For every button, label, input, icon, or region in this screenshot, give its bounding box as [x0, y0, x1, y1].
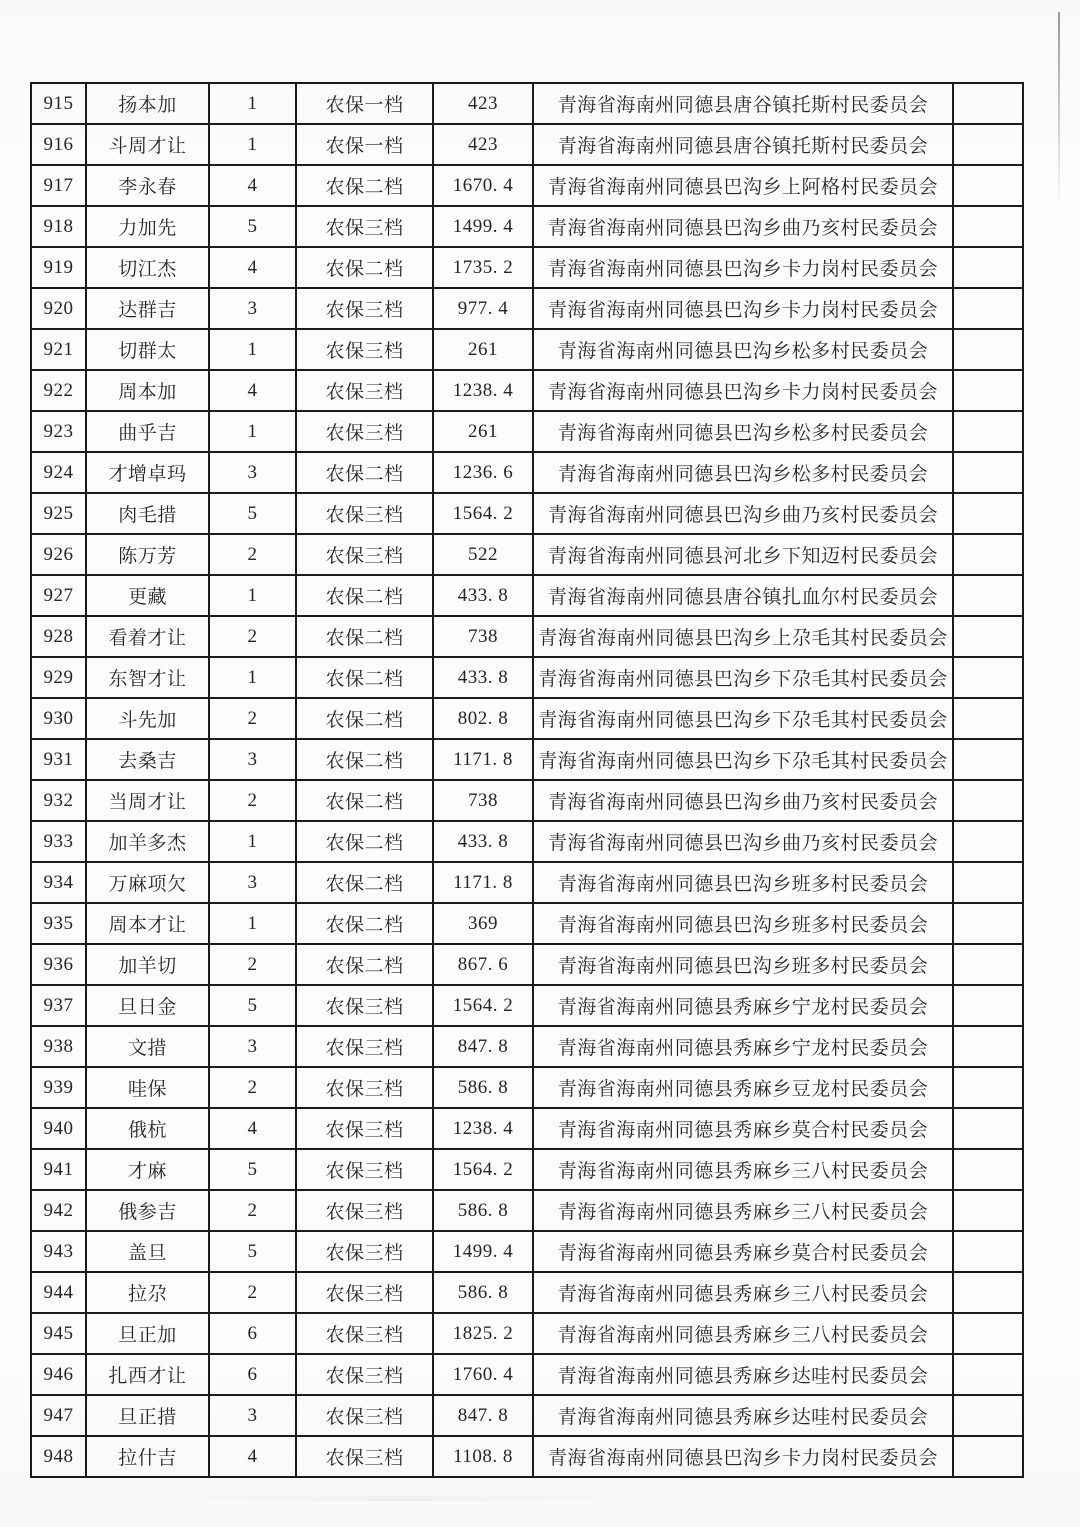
cell-amount: 977. 4: [433, 288, 533, 329]
cell-id: 945: [31, 1313, 86, 1354]
cell-name: 俄参吉: [86, 1190, 209, 1231]
cell-amount: 586. 8: [433, 1067, 533, 1108]
cell-id: 938: [31, 1026, 86, 1067]
cell-id: 922: [31, 370, 86, 411]
table-row: [31, 206, 1023, 247]
cell-tier: 农保三档: [296, 1067, 433, 1108]
cell-name: 曲乎吉: [86, 411, 209, 452]
cell-id: 916: [31, 124, 86, 165]
cell-count: 2: [209, 616, 296, 657]
cell-id: 920: [31, 288, 86, 329]
cell-blank: [953, 1190, 1023, 1231]
cell-name: 力加先: [86, 206, 209, 247]
cell-blank: [953, 534, 1023, 575]
cell-blank: [953, 165, 1023, 206]
cell-tier: 农保二档: [296, 903, 433, 944]
cell-count: 5: [209, 1149, 296, 1190]
table-row: [31, 370, 1023, 411]
cell-org: 青海省海南州同德县巴沟乡松多村民委员会: [533, 411, 953, 452]
cell-blank: [953, 1272, 1023, 1313]
table-row: [31, 247, 1023, 288]
cell-tier: 农保三档: [296, 493, 433, 534]
cell-blank: [953, 83, 1023, 124]
cell-count: 3: [209, 1395, 296, 1436]
cell-id: 924: [31, 452, 86, 493]
table-row: [31, 411, 1023, 452]
cell-blank: [953, 657, 1023, 698]
cell-count: 5: [209, 1231, 296, 1272]
table-row: [31, 575, 1023, 616]
cell-blank: [953, 247, 1023, 288]
cell-count: 3: [209, 739, 296, 780]
cell-blank: [953, 1395, 1023, 1436]
cell-count: 1: [209, 329, 296, 370]
cell-name: 达群吉: [86, 288, 209, 329]
cell-id: 928: [31, 616, 86, 657]
table-row: [31, 780, 1023, 821]
cell-amount: 1108. 8: [433, 1436, 533, 1477]
cell-amount: 802. 8: [433, 698, 533, 739]
cell-blank: [953, 1149, 1023, 1190]
table-row: [31, 1272, 1023, 1313]
table-row: [31, 1026, 1023, 1067]
cell-id: 917: [31, 165, 86, 206]
cell-org: 青海省海南州同德县巴沟乡卡力岗村民委员会: [533, 370, 953, 411]
cell-blank: [953, 575, 1023, 616]
table-row: [31, 1108, 1023, 1149]
cell-tier: 农保二档: [296, 452, 433, 493]
cell-amount: 1670. 4: [433, 165, 533, 206]
records-table-body: [31, 83, 1023, 1477]
cell-name: 哇保: [86, 1067, 209, 1108]
cell-org: 青海省海南州同德县秀麻乡宁龙村民委员会: [533, 1026, 953, 1067]
cell-blank: [953, 616, 1023, 657]
cell-id: 946: [31, 1354, 86, 1395]
cell-tier: 农保三档: [296, 1149, 433, 1190]
cell-count: 3: [209, 452, 296, 493]
cell-count: 4: [209, 247, 296, 288]
cell-org: 青海省海南州同德县秀麻乡三八村民委员会: [533, 1313, 953, 1354]
cell-blank: [953, 739, 1023, 780]
cell-count: 3: [209, 862, 296, 903]
cell-tier: 农保二档: [296, 780, 433, 821]
cell-blank: [953, 698, 1023, 739]
cell-name: 扎西才让: [86, 1354, 209, 1395]
table-row: [31, 1313, 1023, 1354]
cell-blank: [953, 1354, 1023, 1395]
cell-count: 5: [209, 206, 296, 247]
cell-tier: 农保二档: [296, 616, 433, 657]
table-row: [31, 329, 1023, 370]
cell-id: 947: [31, 1395, 86, 1436]
cell-org: 青海省海南州同德县巴沟乡下尕毛其村民委员会: [533, 657, 953, 698]
cell-tier: 农保一档: [296, 83, 433, 124]
cell-name: 拉什吉: [86, 1436, 209, 1477]
table-row: [31, 821, 1023, 862]
cell-id: 929: [31, 657, 86, 698]
cell-tier: 农保三档: [296, 1354, 433, 1395]
cell-amount: 1499. 4: [433, 1231, 533, 1272]
cell-id: 942: [31, 1190, 86, 1231]
table-row: [31, 1354, 1023, 1395]
cell-tier: 农保三档: [296, 985, 433, 1026]
cell-blank: [953, 1108, 1023, 1149]
cell-name: 旦正措: [86, 1395, 209, 1436]
table-row: [31, 534, 1023, 575]
cell-amount: 738: [433, 780, 533, 821]
cell-blank: [953, 411, 1023, 452]
cell-tier: 农保二档: [296, 739, 433, 780]
cell-tier: 农保三档: [296, 1313, 433, 1354]
cell-tier: 农保二档: [296, 944, 433, 985]
cell-name: 更藏: [86, 575, 209, 616]
benefit-records-table: [30, 82, 1024, 1478]
cell-id: 931: [31, 739, 86, 780]
cell-amount: 1735. 2: [433, 247, 533, 288]
cell-org: 青海省海南州同德县巴沟乡班多村民委员会: [533, 903, 953, 944]
cell-amount: 1564. 2: [433, 493, 533, 534]
cell-count: 2: [209, 1272, 296, 1313]
cell-tier: 农保三档: [296, 1272, 433, 1313]
cell-id: 915: [31, 83, 86, 124]
cell-name: 俄杭: [86, 1108, 209, 1149]
cell-tier: 农保三档: [296, 1026, 433, 1067]
cell-count: 6: [209, 1313, 296, 1354]
table-row: [31, 739, 1023, 780]
table-row: [31, 288, 1023, 329]
cell-id: 933: [31, 821, 86, 862]
table-row: [31, 1436, 1023, 1477]
cell-amount: 1236. 6: [433, 452, 533, 493]
cell-tier: 农保三档: [296, 1436, 433, 1477]
cell-count: 4: [209, 1436, 296, 1477]
cell-org: 青海省海南州同德县巴沟乡曲乃亥村民委员会: [533, 493, 953, 534]
cell-tier: 农保二档: [296, 862, 433, 903]
cell-org: 青海省海南州同德县秀麻乡三八村民委员会: [533, 1149, 953, 1190]
cell-id: 930: [31, 698, 86, 739]
cell-tier: 农保三档: [296, 411, 433, 452]
cell-amount: 1171. 8: [433, 739, 533, 780]
cell-amount: 1238. 4: [433, 1108, 533, 1149]
cell-name: 旦正加: [86, 1313, 209, 1354]
cell-id: 925: [31, 493, 86, 534]
cell-amount: 522: [433, 534, 533, 575]
cell-org: 青海省海南州同德县巴沟乡曲乃亥村民委员会: [533, 821, 953, 862]
cell-amount: 423: [433, 83, 533, 124]
cell-amount: 423: [433, 124, 533, 165]
scan-artifact-line: [1058, 12, 1060, 207]
cell-amount: 867. 6: [433, 944, 533, 985]
table-row: [31, 944, 1023, 985]
cell-id: 943: [31, 1231, 86, 1272]
cell-count: 2: [209, 1067, 296, 1108]
cell-name: 斗先加: [86, 698, 209, 739]
cell-count: 1: [209, 83, 296, 124]
cell-tier: 农保二档: [296, 657, 433, 698]
cell-tier: 农保三档: [296, 288, 433, 329]
cell-count: 2: [209, 1190, 296, 1231]
cell-count: 1: [209, 124, 296, 165]
cell-id: 940: [31, 1108, 86, 1149]
cell-blank: [953, 1313, 1023, 1354]
cell-org: 青海省海南州同德县巴沟乡卡力岗村民委员会: [533, 247, 953, 288]
cell-org: 青海省海南州同德县巴沟乡松多村民委员会: [533, 329, 953, 370]
cell-count: 2: [209, 780, 296, 821]
cell-amount: 1238. 4: [433, 370, 533, 411]
cell-org: 青海省海南州同德县唐谷镇托斯村民委员会: [533, 124, 953, 165]
cell-org: 青海省海南州同德县唐谷镇扎血尔村民委员会: [533, 575, 953, 616]
cell-org: 青海省海南州同德县巴沟乡上尕毛其村民委员会: [533, 616, 953, 657]
cell-amount: 847. 8: [433, 1395, 533, 1436]
cell-amount: 1760. 4: [433, 1354, 533, 1395]
cell-blank: [953, 1026, 1023, 1067]
cell-org: 青海省海南州同德县河北乡下知迈村民委员会: [533, 534, 953, 575]
cell-id: 918: [31, 206, 86, 247]
cell-tier: 农保三档: [296, 329, 433, 370]
cell-tier: 农保二档: [296, 821, 433, 862]
cell-name: 旦日金: [86, 985, 209, 1026]
cell-id: 932: [31, 780, 86, 821]
cell-name: 陈万芳: [86, 534, 209, 575]
table-row: [31, 452, 1023, 493]
cell-org: 青海省海南州同德县秀麻乡宁龙村民委员会: [533, 985, 953, 1026]
cell-org: 青海省海南州同德县秀麻乡达哇村民委员会: [533, 1395, 953, 1436]
cell-id: 941: [31, 1149, 86, 1190]
cell-tier: 农保三档: [296, 1395, 433, 1436]
cell-count: 4: [209, 1108, 296, 1149]
cell-id: 936: [31, 944, 86, 985]
cell-id: 921: [31, 329, 86, 370]
cell-blank: [953, 1067, 1023, 1108]
cell-org: 青海省海南州同德县巴沟乡卡力岗村民委员会: [533, 288, 953, 329]
table-row: [31, 616, 1023, 657]
cell-count: 1: [209, 657, 296, 698]
cell-blank: [953, 329, 1023, 370]
table-row: [31, 698, 1023, 739]
cell-amount: 433. 8: [433, 657, 533, 698]
cell-org: 青海省海南州同德县巴沟乡上阿格村民委员会: [533, 165, 953, 206]
table-row: [31, 493, 1023, 534]
cell-count: 2: [209, 698, 296, 739]
cell-name: 切江杰: [86, 247, 209, 288]
table-row: [31, 985, 1023, 1026]
cell-name: 看着才让: [86, 616, 209, 657]
cell-name: 才麻: [86, 1149, 209, 1190]
cell-id: 919: [31, 247, 86, 288]
cell-amount: 586. 8: [433, 1190, 533, 1231]
cell-name: 当周才让: [86, 780, 209, 821]
cell-amount: 1564. 2: [433, 1149, 533, 1190]
table-row: [31, 862, 1023, 903]
cell-name: 去桑吉: [86, 739, 209, 780]
cell-tier: 农保三档: [296, 534, 433, 575]
cell-blank: [953, 985, 1023, 1026]
cell-org: 青海省海南州同德县巴沟乡班多村民委员会: [533, 862, 953, 903]
cell-count: 1: [209, 903, 296, 944]
cell-amount: 369: [433, 903, 533, 944]
cell-blank: [953, 206, 1023, 247]
cell-amount: 261: [433, 329, 533, 370]
table-row: [31, 165, 1023, 206]
cell-blank: [953, 780, 1023, 821]
cell-org: 青海省海南州同德县巴沟乡曲乃亥村民委员会: [533, 206, 953, 247]
cell-tier: 农保三档: [296, 206, 433, 247]
cell-tier: 农保二档: [296, 698, 433, 739]
scan-smudge: [140, 1496, 660, 1501]
cell-tier: 农保三档: [296, 370, 433, 411]
table-row: [31, 83, 1023, 124]
table-row: [31, 1149, 1023, 1190]
cell-count: 3: [209, 288, 296, 329]
cell-org: 青海省海南州同德县巴沟乡卡力岗村民委员会: [533, 1436, 953, 1477]
cell-name: 李永春: [86, 165, 209, 206]
cell-amount: 1825. 2: [433, 1313, 533, 1354]
cell-id: 939: [31, 1067, 86, 1108]
cell-id: 927: [31, 575, 86, 616]
cell-name: 万麻项欠: [86, 862, 209, 903]
cell-blank: [953, 903, 1023, 944]
cell-name: 切群太: [86, 329, 209, 370]
cell-tier: 农保二档: [296, 165, 433, 206]
cell-amount: 847. 8: [433, 1026, 533, 1067]
cell-id: 937: [31, 985, 86, 1026]
cell-org: 青海省海南州同德县巴沟乡班多村民委员会: [533, 944, 953, 985]
cell-count: 4: [209, 165, 296, 206]
cell-amount: 433. 8: [433, 821, 533, 862]
cell-blank: [953, 452, 1023, 493]
cell-blank: [953, 821, 1023, 862]
cell-org: 青海省海南州同德县秀麻乡三八村民委员会: [533, 1190, 953, 1231]
cell-org: 青海省海南州同德县唐谷镇托斯村民委员会: [533, 83, 953, 124]
cell-amount: 1499. 4: [433, 206, 533, 247]
cell-id: 935: [31, 903, 86, 944]
cell-count: 5: [209, 985, 296, 1026]
cell-blank: [953, 288, 1023, 329]
table-row: [31, 1395, 1023, 1436]
cell-tier: 农保三档: [296, 1231, 433, 1272]
cell-amount: 586. 8: [433, 1272, 533, 1313]
cell-name: 拉尕: [86, 1272, 209, 1313]
cell-amount: 738: [433, 616, 533, 657]
cell-org: 青海省海南州同德县秀麻乡达哇村民委员会: [533, 1354, 953, 1395]
cell-name: 东智才让: [86, 657, 209, 698]
cell-tier: 农保一档: [296, 124, 433, 165]
cell-name: 斗周才让: [86, 124, 209, 165]
cell-blank: [953, 493, 1023, 534]
cell-amount: 433. 8: [433, 575, 533, 616]
table-row: [31, 1067, 1023, 1108]
cell-tier: 农保三档: [296, 1190, 433, 1231]
table-row: [31, 657, 1023, 698]
cell-org: 青海省海南州同德县巴沟乡下尕毛其村民委员会: [533, 698, 953, 739]
table-row: [31, 124, 1023, 165]
cell-org: 青海省海南州同德县巴沟乡下尕毛其村民委员会: [533, 739, 953, 780]
cell-org: 青海省海南州同德县巴沟乡曲乃亥村民委员会: [533, 780, 953, 821]
cell-count: 4: [209, 370, 296, 411]
cell-count: 2: [209, 944, 296, 985]
cell-org: 青海省海南州同德县秀麻乡豆龙村民委员会: [533, 1067, 953, 1108]
cell-count: 6: [209, 1354, 296, 1395]
cell-id: 948: [31, 1436, 86, 1477]
cell-count: 1: [209, 821, 296, 862]
table-row: [31, 1231, 1023, 1272]
cell-name: 才增卓玛: [86, 452, 209, 493]
cell-org: 青海省海南州同德县巴沟乡松多村民委员会: [533, 452, 953, 493]
cell-blank: [953, 370, 1023, 411]
cell-id: 944: [31, 1272, 86, 1313]
cell-id: 923: [31, 411, 86, 452]
cell-blank: [953, 124, 1023, 165]
cell-count: 3: [209, 1026, 296, 1067]
cell-blank: [953, 944, 1023, 985]
cell-org: 青海省海南州同德县秀麻乡三八村民委员会: [533, 1272, 953, 1313]
table-row: [31, 903, 1023, 944]
cell-tier: 农保三档: [296, 1108, 433, 1149]
cell-tier: 农保二档: [296, 575, 433, 616]
cell-count: 5: [209, 493, 296, 534]
cell-blank: [953, 1436, 1023, 1477]
cell-blank: [953, 1231, 1023, 1272]
cell-name: 文措: [86, 1026, 209, 1067]
cell-name: 加羊切: [86, 944, 209, 985]
cell-blank: [953, 862, 1023, 903]
cell-id: 934: [31, 862, 86, 903]
cell-count: 1: [209, 575, 296, 616]
cell-amount: 1564. 2: [433, 985, 533, 1026]
cell-name: 周本加: [86, 370, 209, 411]
cell-count: 2: [209, 534, 296, 575]
cell-count: 1: [209, 411, 296, 452]
cell-amount: 261: [433, 411, 533, 452]
cell-name: 扬本加: [86, 83, 209, 124]
table-row: [31, 1190, 1023, 1231]
cell-id: 926: [31, 534, 86, 575]
cell-org: 青海省海南州同德县秀麻乡莫合村民委员会: [533, 1108, 953, 1149]
cell-org: 青海省海南州同德县秀麻乡莫合村民委员会: [533, 1231, 953, 1272]
cell-amount: 1171. 8: [433, 862, 533, 903]
cell-name: 加羊多杰: [86, 821, 209, 862]
cell-tier: 农保二档: [296, 247, 433, 288]
cell-name: 周本才让: [86, 903, 209, 944]
cell-name: 盖旦: [86, 1231, 209, 1272]
cell-name: 肉毛措: [86, 493, 209, 534]
